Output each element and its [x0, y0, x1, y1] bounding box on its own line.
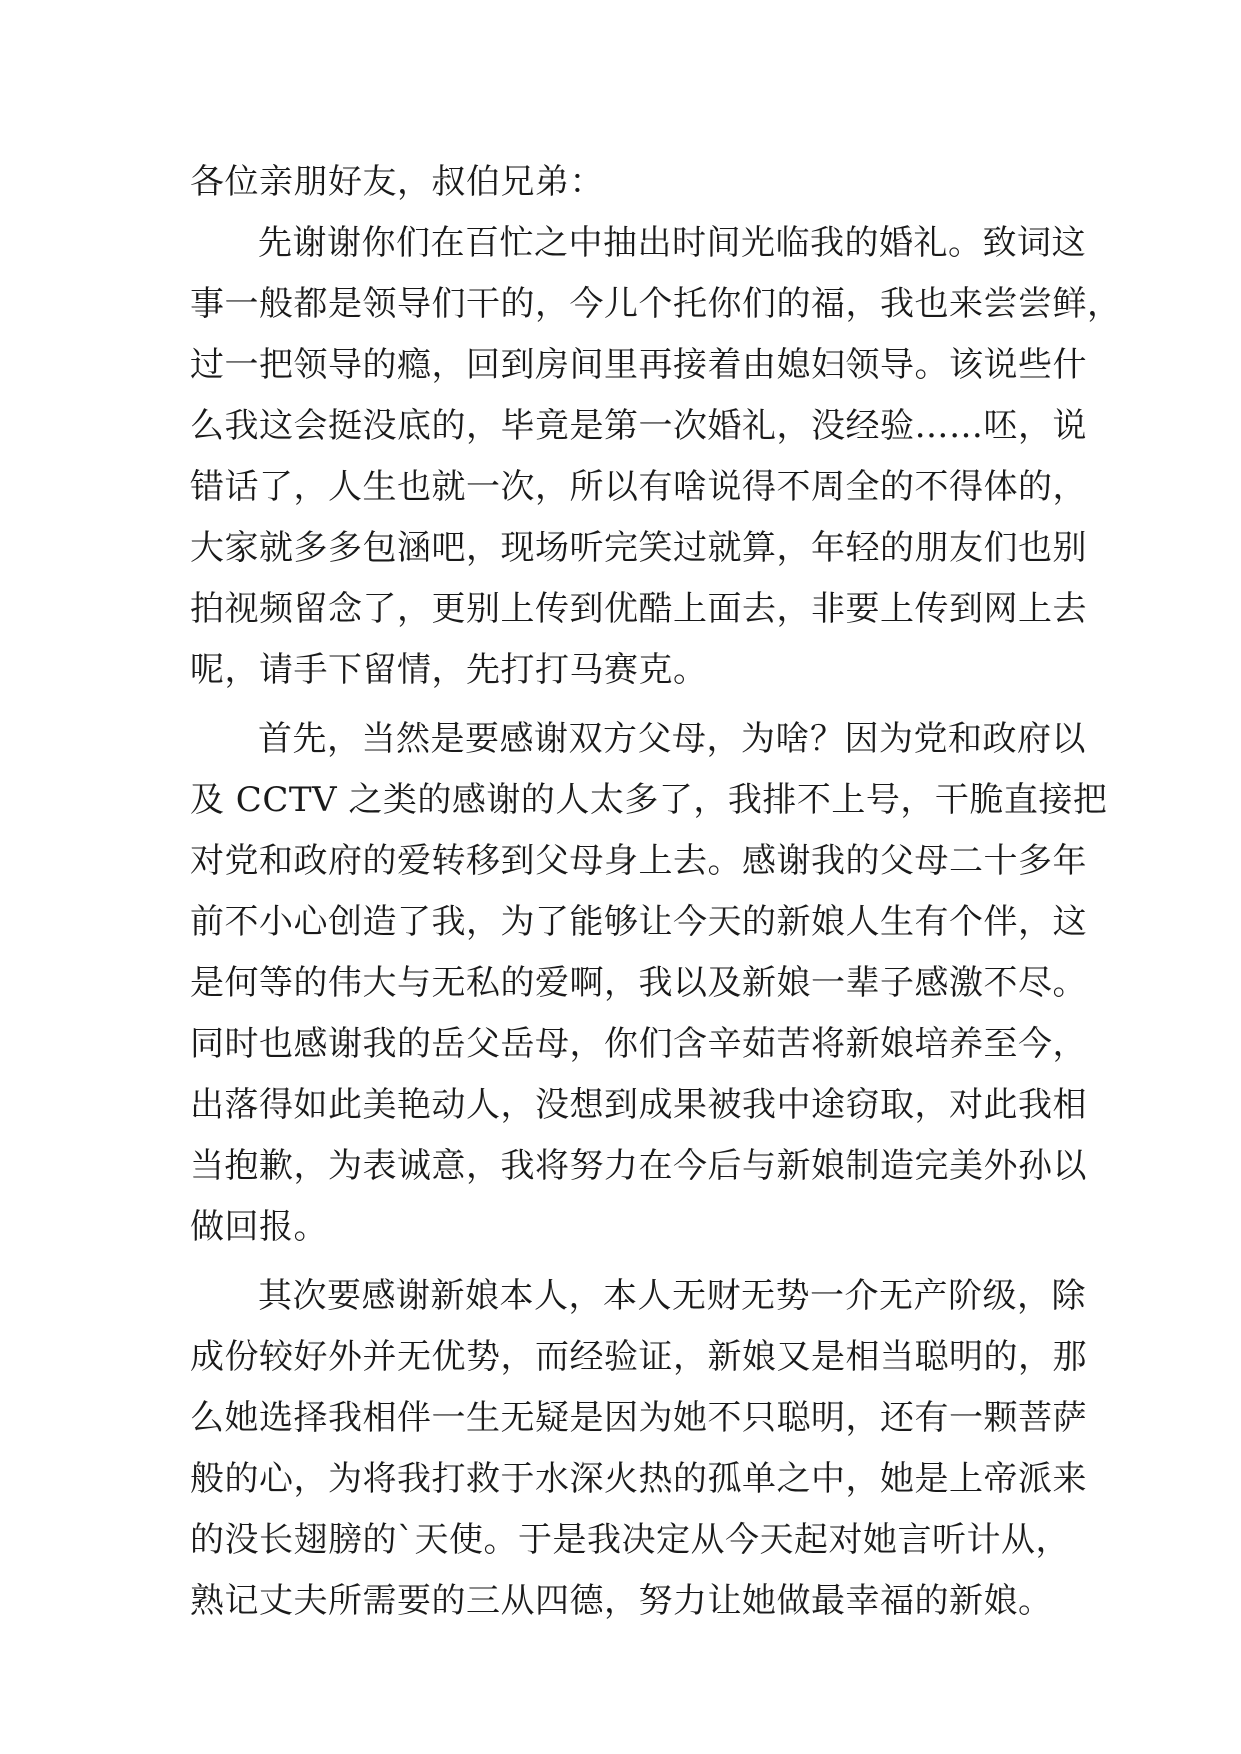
salutation-line: 各位亲朋好友，叔伯兄弟：	[190, 162, 604, 202]
paragraph-1-line-7: 拍视频留念了，更别上传到优酷上面去，非要上传到网上去	[190, 589, 1087, 629]
paragraph-1-line-8: 呢，请手下留情，先打打马赛克。	[190, 650, 708, 690]
paragraph-3-line-1: 其次要感谢新娘本人，本人无财无势一介无产阶级，除	[258, 1276, 1086, 1316]
paragraph-1-line-5: 错话了，人生也就一次，所以有啥说得不周全的不得体的，	[190, 467, 1087, 507]
paragraph-2-line-7: 出落得如此美艳动人，没想到成果被我中途窃取，对此我相	[190, 1085, 1087, 1125]
paragraph-1-line-4: 么我这会挺没底的，毕竟是第一次婚礼，没经验……呸，说	[190, 406, 1087, 446]
paragraph-3-line-3: 么她选择我相伴一生无疑是因为她不只聪明，还有一颗菩萨	[190, 1398, 1087, 1438]
paragraph-3-line-5: 的没长翅膀的`天使。于是我决定从今天起对她言听计从，	[190, 1520, 1070, 1560]
paragraph-2-line-9: 做回报。	[190, 1207, 328, 1247]
paragraph-2-line-1: 首先，当然是要感谢双方父母，为啥？因为党和政府以	[258, 719, 1086, 759]
paragraph-1-line-1: 先谢谢你们在百忙之中抽出时间光临我的婚礼。致词这	[258, 223, 1086, 263]
paragraph-1-line-6: 大家就多多包涵吧，现场听完笑过就算，年轻的朋友们也别	[190, 528, 1087, 568]
paragraph-3-line-4: 般的心，为将我打救于水深火热的孤单之中，她是上帝派来	[190, 1459, 1087, 1499]
paragraph-3-line-6: 熟记丈夫所需要的三从四德，努力让她做最幸福的新娘。	[190, 1581, 1053, 1621]
paragraph-2-line-2: 及 CCTV 之类的感谢的人太多了，我排不上号，干脆直接把	[190, 780, 1108, 820]
paragraph-2-line-5: 是何等的伟大与无私的爱啊，我以及新娘一辈子感激不尽。	[190, 963, 1087, 1003]
paragraph-2-line-3: 对党和政府的爱转移到父母身上去。感谢我的父母二十多年	[190, 841, 1087, 881]
paragraph-2-line-8: 当抱歉，为表诚意，我将努力在今后与新娘制造完美外孙以	[190, 1146, 1087, 1186]
paragraph-2-line-4: 前不小心创造了我，为了能够让今天的新娘人生有个伴，这	[190, 902, 1087, 942]
paragraph-2-line-6: 同时也感谢我的岳父岳母，你们含辛茹苦将新娘培养至今，	[190, 1024, 1087, 1064]
paragraph-3-line-2: 成份较好外并无优势，而经验证，新娘又是相当聪明的，那	[190, 1337, 1087, 1377]
paragraph-1-line-3: 过一把领导的瘾，回到房间里再接着由媳妇领导。该说些什	[190, 345, 1087, 385]
speech-text	[190, 152, 1122, 1632]
paragraph-1-line-2: 事一般都是领导们干的，今儿个托你们的福，我也来尝尝鲜，	[190, 284, 1122, 324]
